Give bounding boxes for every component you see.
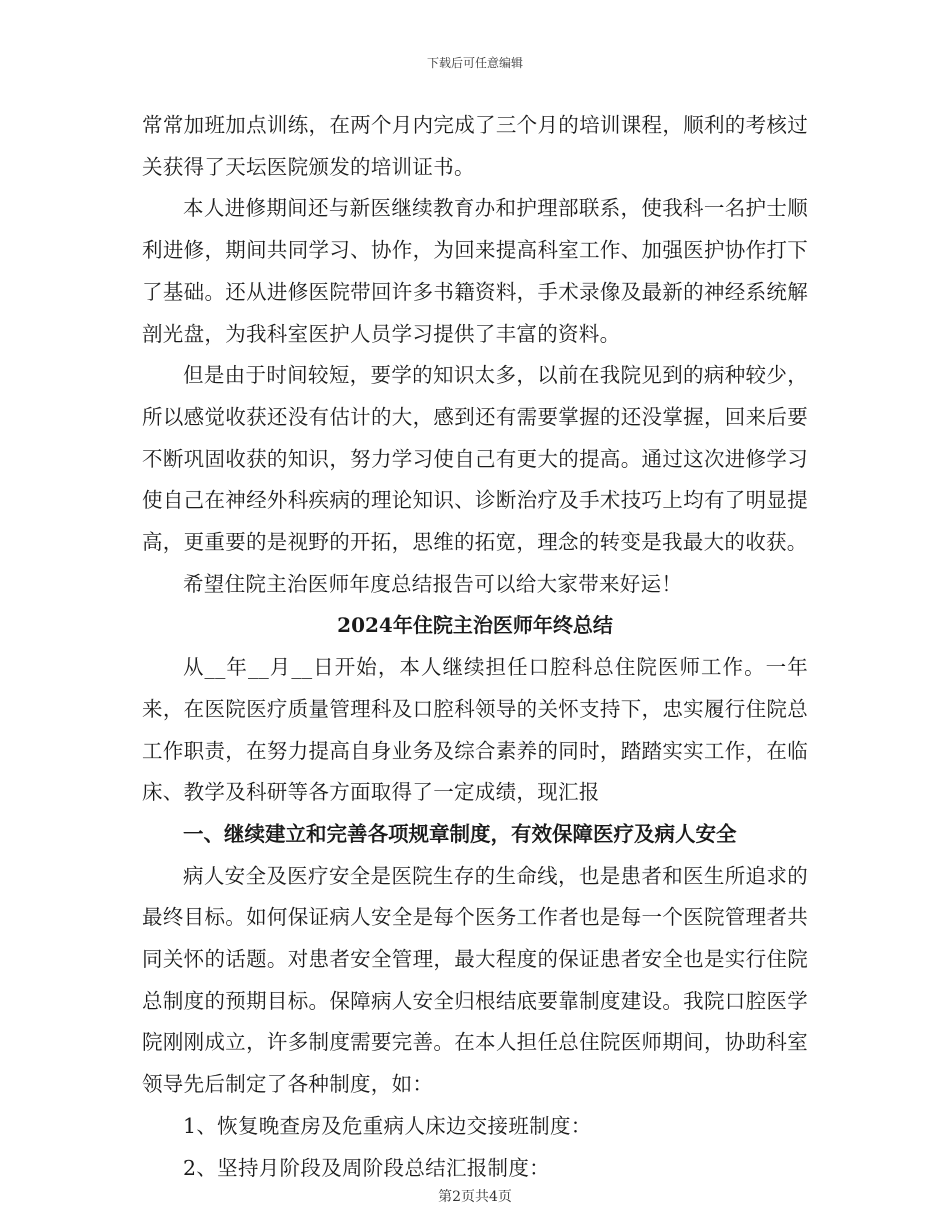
list-item-2: 2、坚持月阶段及周阶段总结汇报制度： [183,1155,550,1180]
list-item-1: 1、恢复晚查房及危重病人床边交接班制度： [183,1113,592,1138]
paragraph-reflection: 但是由于时间较短，要学的知识太多，以前在我院见到的病种较少，所以感觉收获还没有估计的大，感到还有需要掌握的还没掌握，回来后要不断巩固收获的知识，努力学习使自己有更大的提高。通过这次进修学习使自己在神经外科疾病的理论知识、诊断治疗及手术技巧上均有了明显提高，更重要的是视野的开拓，思维的拓宽，理念的转变是我最大的收获。 [142,363,808,555]
paragraph-wish: 希望住院主治医师年度总结报告可以给大家带来好运！ [183,571,683,596]
paragraph-continuation: 常常加班加点训练，在两个月内完成了三个月的培训课程，顺利的考核过关获得了天坛医院颁发的培训证书。 [142,113,808,179]
page-header: 下载后可任意编辑 [426,56,523,70]
page-footer: 第2页共4页 [438,1189,512,1205]
paragraph-safety: 病人安全及医疗安全是医院生存的生命线，也是患者和医生所追求的最终目标。如何保证病人安全是每个医务工作者也是每一个医院管理者共同关怀的话题。对患者安全管理，最大程度的保证患者安全也是实行住院总制度的预期目标。保障病人安全归根结底要靠制度建设。我院口腔医学院刚刚成立，许多制度需要完善。在本人担任总住院医师期间，协助科室领导先后制定了各种制度，如： [142,863,808,1097]
document-title: 2024年住院主治医师年终总结 [337,613,613,638]
paragraph-intro: 从__年__月__日开始，本人继续担任口腔科总住院医师工作。一年来，在医院医疗质量管理科及口腔科领导的关怀支持下，忠实履行住院总工作职责，在努力提高自身业务及综合素养的同时，踏踏实实工作，在临床、教学及科研等各方面取得了一定成绩，现汇报 [142,655,808,805]
section-heading-1: 一、继续建立和完善各项规章制度，有效保障医疗及病人安全 [183,821,737,846]
document-body [142,105,808,1189]
paragraph-training: 本人进修期间还与新医继续教育办和护理部联系，使我科一名护士顺利进修，期间共同学习、协作，为回来提高科室工作、加强医护协作打下了基础。还从进修医院带回许多书籍资料，手术录像及最新的神经系统解剖光盘，为我科室医护人员学习提供了丰富的资料。 [142,196,808,346]
